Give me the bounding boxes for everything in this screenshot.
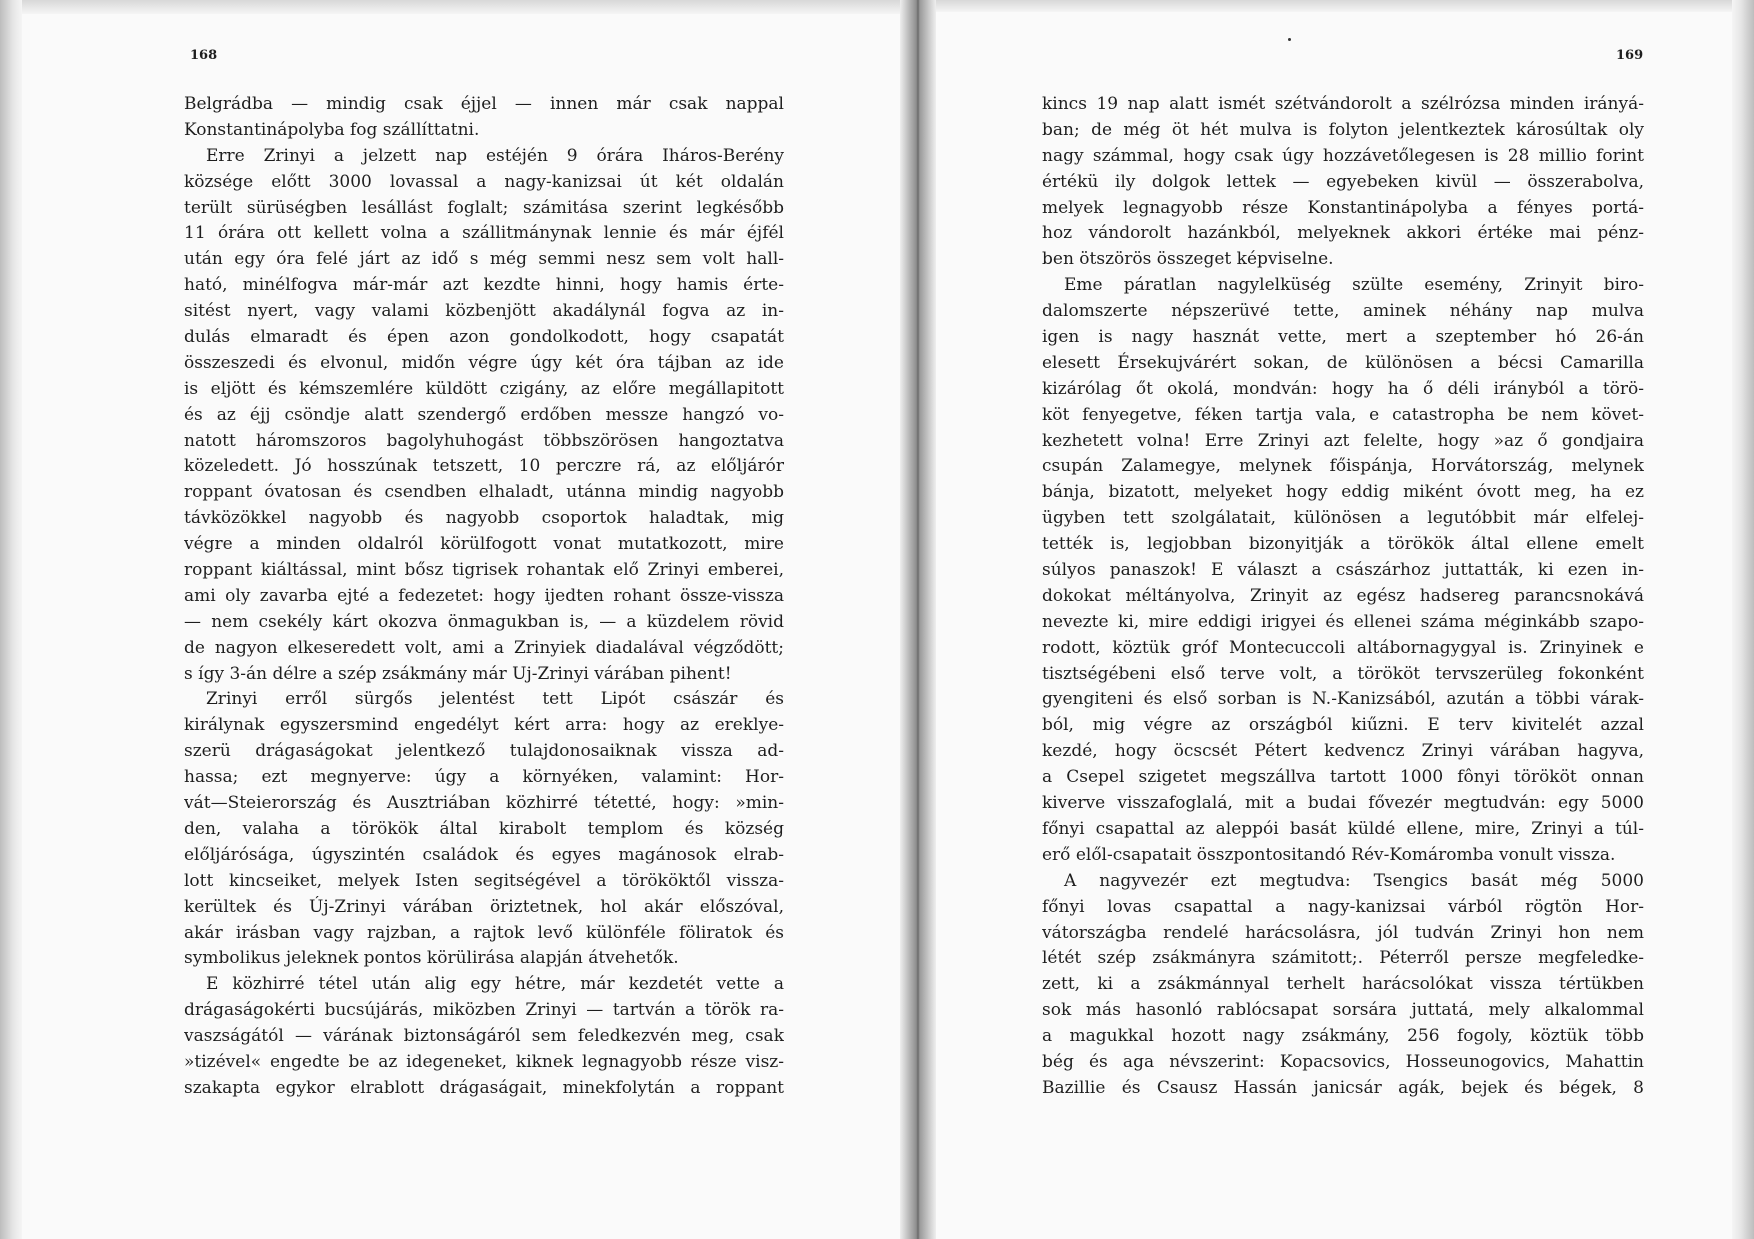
right-page [936,0,1732,1239]
text-line: bég és aga névszerint: Kopacsovics, Hosseunogovics, Mahattin [1042,1051,1644,1072]
text-line: szerü drágaságokat jelentkező tulajdonosaiknak vissza ad- [184,741,784,762]
text-line: kiverve visszafoglalá, mit a budai fővezér megtudván: egy 5000 [1042,793,1644,814]
text-line: erő elől-csapatait összpontositandó Rév-Komáromba vonult vissza. [1042,844,1616,865]
text-line: tisztségébeni első terve volt, a törököt tervszerüleg fokonként [1042,663,1644,684]
text-line: ügyben tett szolgálatait, különösen a legutóbbit már elfelej- [1042,508,1644,529]
text-line: 11 órára ott kellett volna a szállitmánynak lennie és már éjfél [184,223,784,244]
text-line: Erre Zrinyi a jelzett nap estéjén 9 órára Iháros-Berény [206,145,784,166]
left-page-number: 168 [190,48,218,63]
text-line: kincs 19 nap alatt ismét szétvándorolt a szélrózsa minden irányá- [1042,94,1644,114]
text-line: csupán Zalamegye, melynek főispánja, Horvátország, melynek [1042,456,1644,477]
text-line: súlyos panaszok! E választ a császárhoz juttatták, ki ezen in- [1042,560,1644,581]
text-line: és az éjj csöndje alatt szendergő erdőben messze hangzó vo- [184,404,784,425]
text-line: E közhirré tétel után alig egy hétre, már kezdetét vette a [206,974,784,995]
text-line: Zrinyi erről sürgős jelentést tett Lipót császár és [206,689,784,710]
text-line: de nagyon elkeseredett volt, ami a Zrinyiek diadalával végződött; [184,637,784,658]
text-line: ható, minélfogva már-már azt kezdte hinni, hogy hamis érte- [184,275,784,296]
text-line: főnyi csapattal az aleppói basát küldé ellene, mire, Zrinyi a túl- [1042,818,1644,839]
text-line: tették is, legjobban bizonyitják a törökök által ellene emelt [1042,534,1644,555]
text-line: elesett Érsekujvárért sokan, de különösen a bécsi Camarilla [1042,352,1644,373]
text-line: létét szép zsákmányra számitott;. Péterről persze megfeledke- [1042,948,1644,969]
text-line: rodott, köztük gróf Montecuccoli altábornagygyal is. Zrinyinek e [1042,637,1644,658]
text-line: közeledett. Jó hosszúnak tetszett, 10 perczre rá, az előljárór [184,456,784,477]
text-line: ból, mig végre az országból kiűzni. E terv kivitelét azzal [1042,715,1644,736]
text-line: roppant óvatosan és csendben elhaladt, utánna mindig nagyobb [184,482,784,503]
text-line: a Csepel szigetet megszállva tartott 1000 fônyi törököt onnan [1042,767,1644,788]
text-line: előljárósága, úgyszintén családok és egyes magánosok elrab- [184,844,784,865]
text-line: »tizével« engedte be az idegeneket, kiknek legnagyobb része visz- [184,1051,784,1072]
text-line: nagy számmal, hogy csak úgy hozzávetőlegesen is 28 millio forint [1042,145,1644,166]
text-line: ben ötszörös összeget képviselne. [1042,249,1334,270]
text-line: kezdé, hogy öcscsét Pétert kedvencz Zrinyi várában hagyva, [1042,741,1644,762]
text-line: gyengiteni és első sorban is N.-Kanizsából, azután a többi várak- [1042,689,1644,710]
text-line: drágaságokérti bucsújárás, miközben Zrinyi — tartván a török ra- [184,1000,784,1021]
left-page [22,0,900,1239]
text-line: távközökkel nagyobb és nagyobb csoportok haladtak, mig [184,508,784,529]
text-line: sitést nyert, vagy valami közbenjött akadálynál fogva az in- [184,301,784,322]
right-edge-shadow [1732,0,1754,1239]
left-edge-shadow [0,0,22,1239]
text-line: kizárólag őt okolá, mondván: hogy ha ő déli irányból a törö- [1042,378,1644,399]
text-line: Bazillie és Csausz Hassán janicsár agák, bejek és bégek, 8 [1042,1077,1644,1098]
book-gutter [900,0,936,1239]
text-line: hassa; ezt megnyerve: úgy a környéken, valamint: Hor- [184,767,784,788]
text-line: is eljött és kémszemlére küldött czigány, az előre megállapitott [184,378,784,399]
text-line: symbolikus jeleknek pontos körülirása alapján átvehetők. [184,948,679,969]
text-line: igen is nagy hasznát vette, mert a szeptember hó 26-án [1042,327,1644,348]
text-line: — nem csekély kárt okozva önmagukban is, — a küzdelem rövid [184,611,784,632]
text-line: s így 3-án délre a szép zsákmány már Uj-Zrinyi várában pihent! [184,663,732,684]
text-line: köt fenyegetve, féken tartja vala, e catastropha be nem követ- [1042,404,1644,425]
text-line: Konstantinápolyba fog szállíttatni. [184,119,480,140]
text-line: sok más hasonló rablócsapat sorsára juttatá, mely alkalommal [1042,1000,1644,1021]
text-line: ban; de még öt hét mulva is folyton jelentkeztek károsúltak oly [1042,119,1644,140]
text-line: vátországba rendelé harácsolásra, jól tudván Zrinyi hon nem [1042,922,1644,943]
text-line: értékü ily dolgok lettek — egyebeken kivül — összerabolva, [1042,171,1644,192]
text-line: ami oly zavarba ejté a fedezetet: hogy ijedten rohant össze-vissza [184,585,784,606]
text-line: zett, ki a zsákmánnyal terhelt harácsolókat vissza tértükben [1042,974,1644,995]
text-line: a magukkal hozott nagy zsákmány, 256 fogoly, köztük több [1042,1026,1644,1047]
text-line: A nagyvezér ezt megtudva: Tsengics basát még 5000 [1064,870,1644,891]
text-line: főnyi lovas csapattal a nagy-kanizsai várból rögtön Hor- [1042,896,1644,917]
text-line: dulás elmaradt és épen azon gondolkodott, hogy csapatát [184,327,784,348]
text-line: vaszságától — várának biztonságáról sem feledkezvén meg, csak [184,1026,784,1047]
text-line: Eme páratlan nagylelküség szülte esemény, Zrinyit biro- [1064,275,1644,296]
text-line: dalomszerte népszerüvé tette, aminek néhány nap mulva [1042,301,1644,322]
text-line: bánja, bizatott, melyeket hogy eddig miként óvott meg, ha ez [1042,482,1644,503]
text-line: kezhetett volna! Erre Zrinyi azt felelte, hogy »az ő gondjaira [1042,430,1644,451]
text-line: kerültek és Új-Zrinyi várában öriztetnek, hol akár előszóval, [184,896,784,917]
text-line: lott kincseiket, melyek Isten segitségével a törököktől vissza- [184,870,784,891]
speck-mark [1288,38,1291,41]
text-line: melyek legnagyobb része Konstantinápolyba a fényes portá- [1042,197,1644,218]
text-line: terült sürüségben lesállást foglalt; számitása szerint legkésőbb [184,197,784,218]
text-line: összeszedi és elvonul, midőn végre úgy két óra tájban az ide [184,352,784,373]
text-line: Belgrádba — mindig csak éjjel — innen már csak nappal [184,94,784,114]
text-line: dokokat méltányolva, Zrinyit az egész hadsereg parancsnokává [1042,585,1644,606]
text-line: nevezte ki, mire eddigi irigyei és ellenei száma méginkább szapo- [1042,611,1644,632]
left-page-text [184,92,784,1102]
text-line: végre a minden oldalról körülfogott vonat mutatkozott, mire [184,534,784,555]
text-line: roppant kiáltással, mint bősz tigrisek rohantak elő Zrinyi emberei, [184,560,784,581]
text-line: akár irásban vagy rajzban, a rajtok levő különféle föliratok és [184,922,784,943]
text-line: után egy óra felé járt az idő s még semmi nesz sem volt hall- [184,249,784,270]
text-line: hoz vándorolt hazánkból, melyeknek akkori értéke mai pénz- [1042,223,1644,244]
text-line: natott háromszoros bagolyhuhogást többszörösen hangoztatva [184,430,784,451]
right-page-number: 169 [1616,48,1644,63]
text-line: vát—Steierország és Ausztriában közhirré tétetté, hogy: »min- [184,793,784,814]
text-line: den, valaha a törökök által kirabolt templom és község [184,818,784,839]
text-line: községe előtt 3000 lovassal a nagy-kanizsai út két oldalán [184,171,784,192]
text-line: királynak egyszersmind engedélyt kért arra: hogy az ereklye- [184,715,784,736]
text-line: szakapta egykor elrablott drágaságait, minekfolytán a roppant [184,1077,784,1098]
right-page-text [1042,92,1644,1102]
